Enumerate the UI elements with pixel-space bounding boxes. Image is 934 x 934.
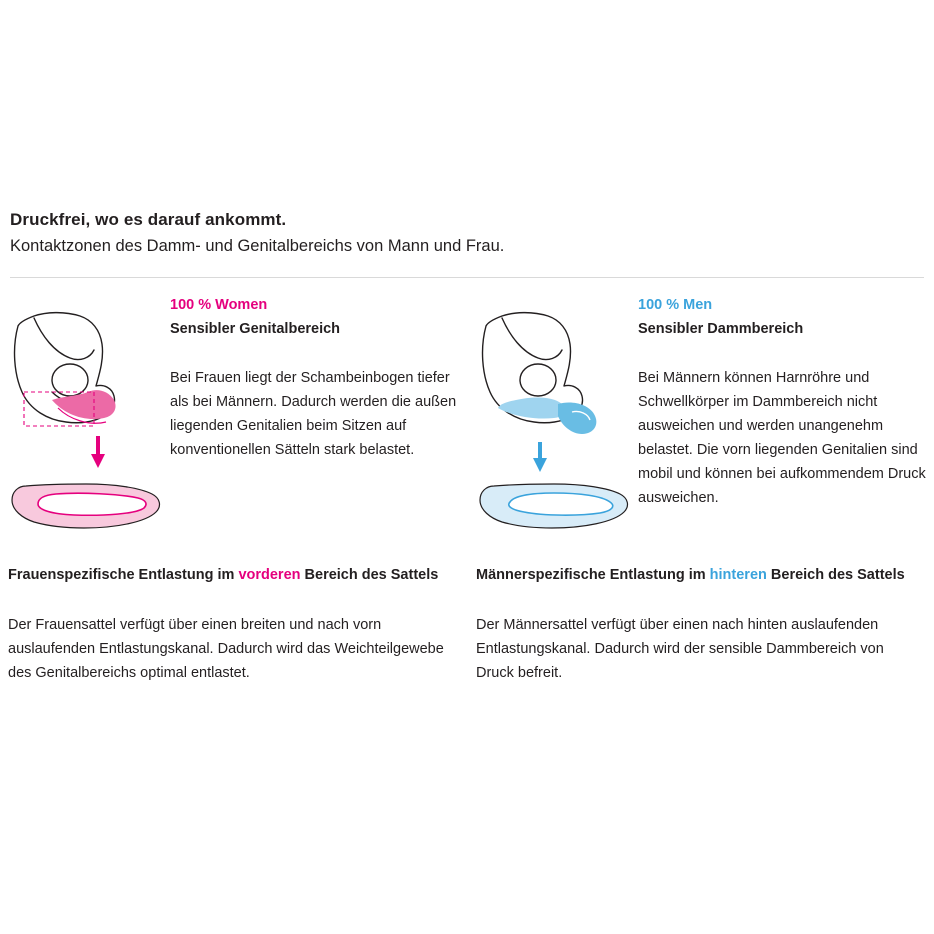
header xyxy=(10,210,924,256)
bottom-men-title-part1: Männerspezifische Entlastung im xyxy=(476,567,710,583)
pelvis-and-saddle-male-illustration xyxy=(476,296,636,536)
women-label: 100 % Women xyxy=(170,297,268,313)
bottom-block-men xyxy=(476,565,924,685)
bottom-men-title xyxy=(476,565,924,585)
bottom-women-body xyxy=(8,613,448,685)
pelvis-and-saddle-female-illustration xyxy=(8,296,168,536)
bottom-men-body: Der Männersattel verfügt über einen nach hinten auslaufenden Entlastungskanal. Dadurch wird der sensible Dammbereich von Druck befreit. xyxy=(476,617,884,681)
horizontal-divider xyxy=(10,277,924,278)
men-label: 100 % Men xyxy=(638,297,713,313)
men-subtitle: Sensibler Dammbereich xyxy=(638,321,804,337)
page-subtitle: Kontaktzonen des Damm- und Genitalbereichs von Mann und Frau. xyxy=(10,237,505,255)
bottom-men-title-part2: Bereich des Sattels xyxy=(766,567,905,583)
men-body-text: Bei Männern können Harnröhre und Schwellkörper im Dammbereich nicht ausweichen und werden unangenehm belastet. Die vorn liegenden Genitalien sind mobil und können bei aufkommendem Druck ausweichen. xyxy=(638,370,926,506)
column-women-heading xyxy=(170,296,460,338)
bottom-women-title xyxy=(8,565,448,585)
bottom-women-title-part2: Bereich des Sattels xyxy=(300,567,439,583)
column-men-heading xyxy=(638,296,928,338)
bottom-women-title-highlight: vorderen xyxy=(238,567,301,583)
bottom-men-title-highlight: hinteren xyxy=(709,567,767,583)
bottom-women-title-part1: Frauenspezifische Entlastung im xyxy=(8,567,239,583)
bottom-block-women xyxy=(8,565,448,685)
page-title: Druckfrei, wo es darauf ankommt. xyxy=(10,210,287,229)
bottom-women-body-text: Der Frauensattel verfügt über einen breiten und nach vorn auslaufenden Entlastungskanal. Dadurch wird das Weichteilgewebe des Genitalbereichs optimal entlastet. xyxy=(8,617,444,681)
women-body-text: Bei Frauen liegt der Schambeinbogen tiefer als bei Männern. Dadurch werden die außen liegenden Genitalien beim Sitzen auf konventionellen Sätteln stark belastet. xyxy=(170,370,457,458)
women-subtitle: Sensibler Genitalbereich xyxy=(170,321,341,337)
